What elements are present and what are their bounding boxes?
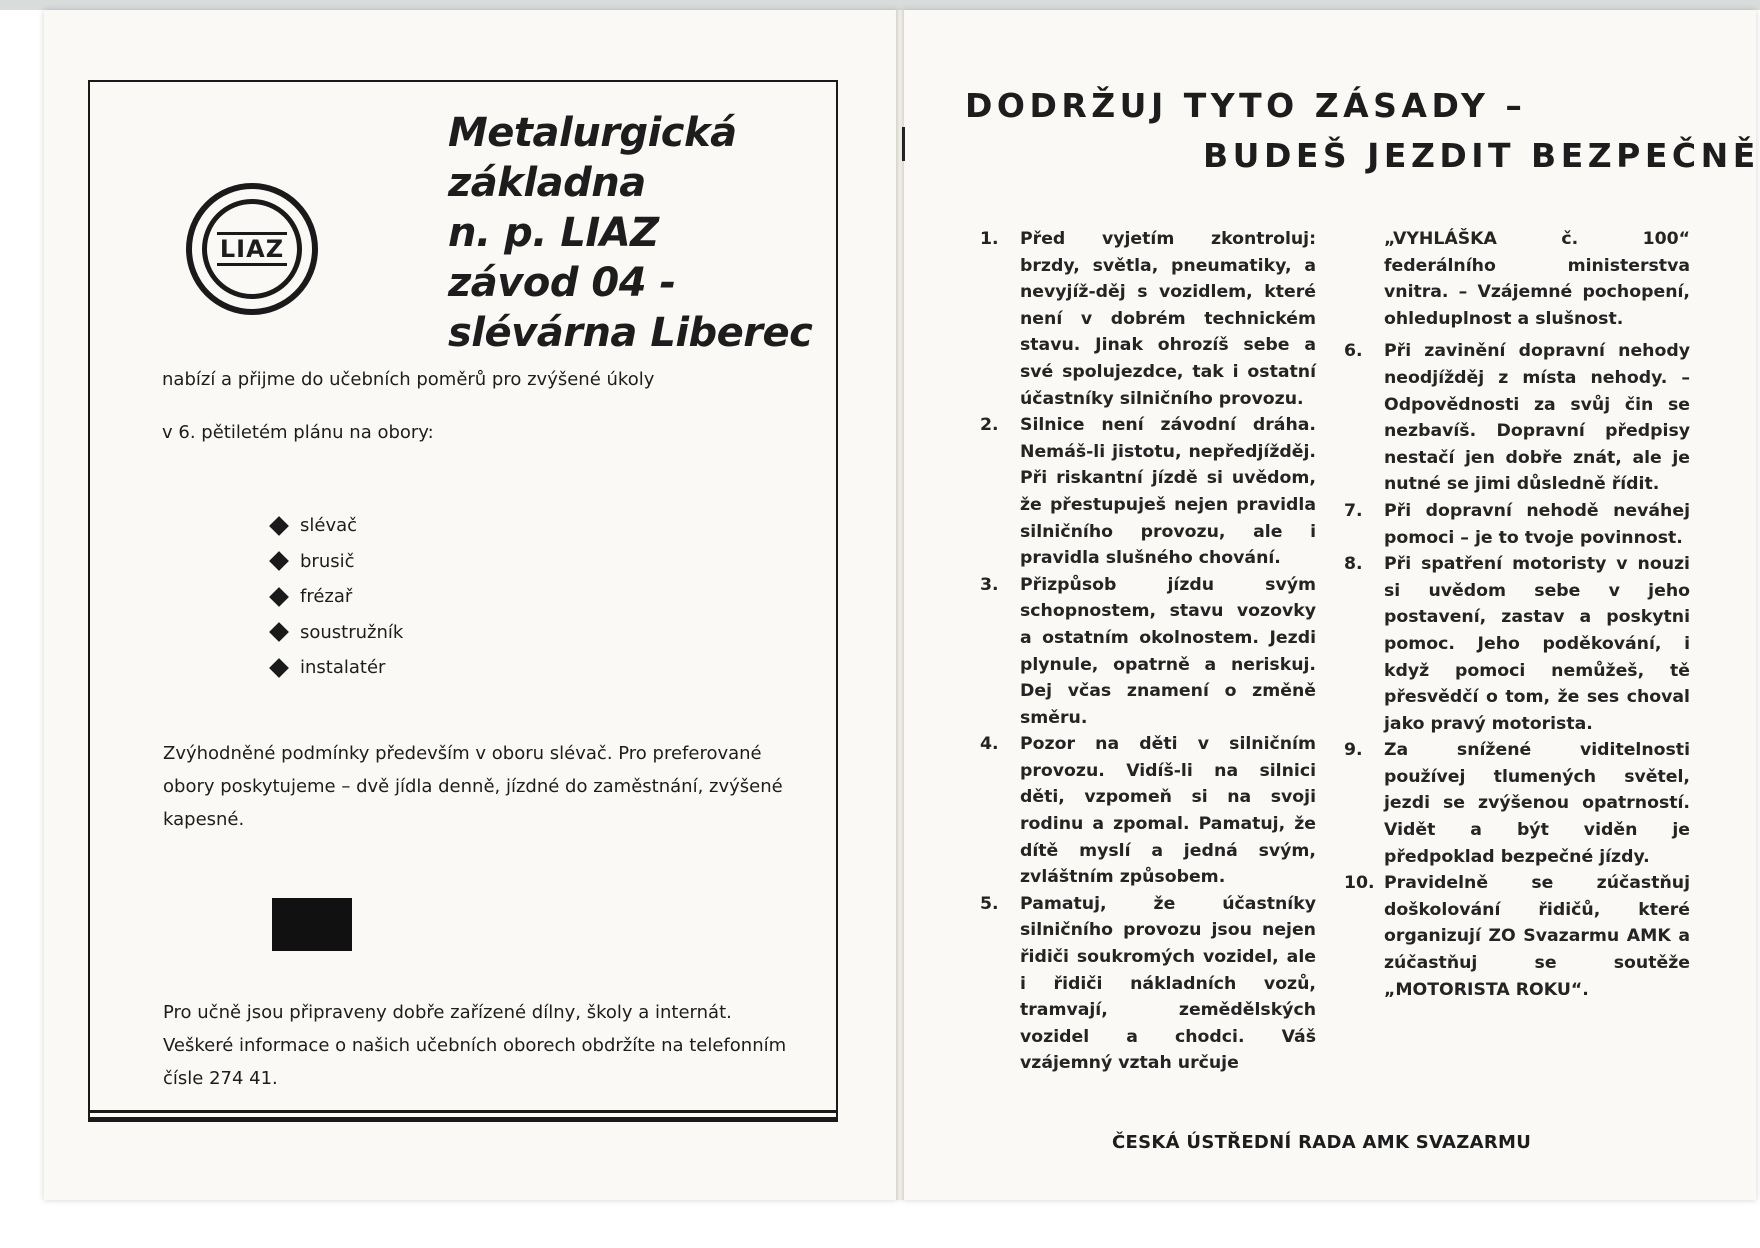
list-item: 8. Při spatření motoristy v nouzi si uvědom sebe v jeho postavení, zastav a poskytni pomoc. Jeho poděkování, i když pomoci nemůžeš, tě přesvědčí o tom, že ses choval jako pravý motorista. <box>1344 554 1690 734</box>
list-item: 1. Před vyjetím zkontroluj: brzdy, světla, pneumatiky, a nevyjíž-děj s vozidlem, které není v dobrém technickém stavu. Jinak ohrozíš sebe a své spolujezdce, tak i ostatní účastníky silničního provozu. <box>980 229 1316 409</box>
list-item: brusič <box>268 544 403 580</box>
diamond-bullet-icon <box>269 551 289 571</box>
list-item: 4. Pozor na děti v silničním provozu. Vidíš-li na silnici děti, vzpomeň si na svoji rodinu a zpomal. Pamatuj, že dítě myslí a jedná svým, zvláštním způsobem. <box>980 734 1316 888</box>
publisher-footer: ČESKÁ ÚSTŘEDNÍ RADA AMK SVAZARMU <box>1112 1132 1532 1153</box>
intro-line-2: v 6. pětiletém plánu na obory: <box>162 422 434 443</box>
company-line: Metalurgická <box>448 110 737 156</box>
company-line: závod 04 - <box>448 260 676 306</box>
liaz-logo <box>186 183 318 315</box>
diamond-bullet-icon <box>269 622 289 642</box>
list-item: 7. Při dopravní nehodě neváhej pomoci – je to tvoje povinnost. <box>1344 500 1690 548</box>
list-item: 5. Pamatuj, že účastníky silničního provozu jsou nejen řidiči soukromých vozidel, ale i řidiči nákladních vozů, tramvají, zemědělských vozidel a chodci. Váš vzájemný vztah určuje <box>980 893 1316 1074</box>
list-item: instalatér <box>268 650 403 686</box>
company-line: základna <box>448 160 646 206</box>
company-line: slévárna Liberec <box>448 310 813 356</box>
list-item: 10. Pravidelně se zúčastňuj doškolování řidičů, které organizují ZO Svazarmu AMK a zúčastňuj se soutěže „MOTORISTA ROKU“. <box>1344 873 1690 1000</box>
liaz-logo-text: LIAZ <box>217 232 287 266</box>
intro-line-1: nabízí a přijme do učebních poměrů pro zvýšené úkoly <box>162 369 655 390</box>
list-item: slévač <box>268 508 403 544</box>
trades-list <box>268 508 403 686</box>
list-item: „VYHLÁŠKA č. 100“ federálního ministerstva vnitra. – Vzájemné pochopení, ohleduplnost a slušnost. <box>1384 229 1690 329</box>
black-rectangle <box>272 898 352 951</box>
diamond-bullet-icon <box>269 587 289 607</box>
list-item: 6. Při zavinění dopravní nehody neodjížděj z místa nehody. – Odpovědnosti za svůj čin se nezbavíš. Dopravní předpisy nestačí jen dobře znát, ale je nutné se jimi důsledně řídit. <box>1344 341 1690 495</box>
company-line: n. p. LIAZ <box>448 210 659 256</box>
list-item: frézař <box>268 579 403 615</box>
margin-bar <box>902 127 905 161</box>
diamond-bullet-icon <box>269 516 289 536</box>
diamond-bullet-icon <box>269 658 289 678</box>
booklet-spine <box>896 10 904 1200</box>
info-paragraph: Pro učně jsou připraveny dobře zařízené dílny, školy a internát. Veškeré informace o našich učebních oborech obdržíte na telefonním čísle 274 41. <box>163 1002 787 1089</box>
list-item: soustružník <box>268 615 403 651</box>
title-line-1: DODRŽUJ TYTO ZÁSADY – <box>965 86 1527 125</box>
company-name <box>448 108 848 358</box>
list-item: 3. Přizpůsob jízdu svým schopnostem, stavu vozovky a ostatním okolnostem. Jezdi plynule, opatrně a neriskuj. Dej včas znamení o změně směru. <box>980 574 1316 728</box>
conditions-paragraph: Zvýhodněné podmínky především v oboru slévač. Pro preferované obory poskytujeme – dvě jídla denně, jízdné do zaměstnání, zvýšené kapesné. <box>163 743 783 830</box>
list-item: 9. Za snížené viditelnosti používej tlumených světel, jezdi se zvýšenou opatrností. Vidět a být viděn je předpoklad bezpečné jízdy. <box>1344 740 1690 867</box>
rules-column-left <box>980 226 1316 1077</box>
scan-top-strip <box>0 0 1760 10</box>
list-item: 2. Silnice není závodní dráha. Nemáš-li jistotu, nepředjížděj. Při riskantní jízdě si uvědom, že přestupuješ nejen pravidla silničního provozu, ale i pravidla slušného chování. <box>980 415 1316 569</box>
rules-column-right <box>1344 226 1690 1003</box>
title-line-2: BUDEŠ JEZDIT BEZPEČNĚ <box>1203 136 1760 175</box>
